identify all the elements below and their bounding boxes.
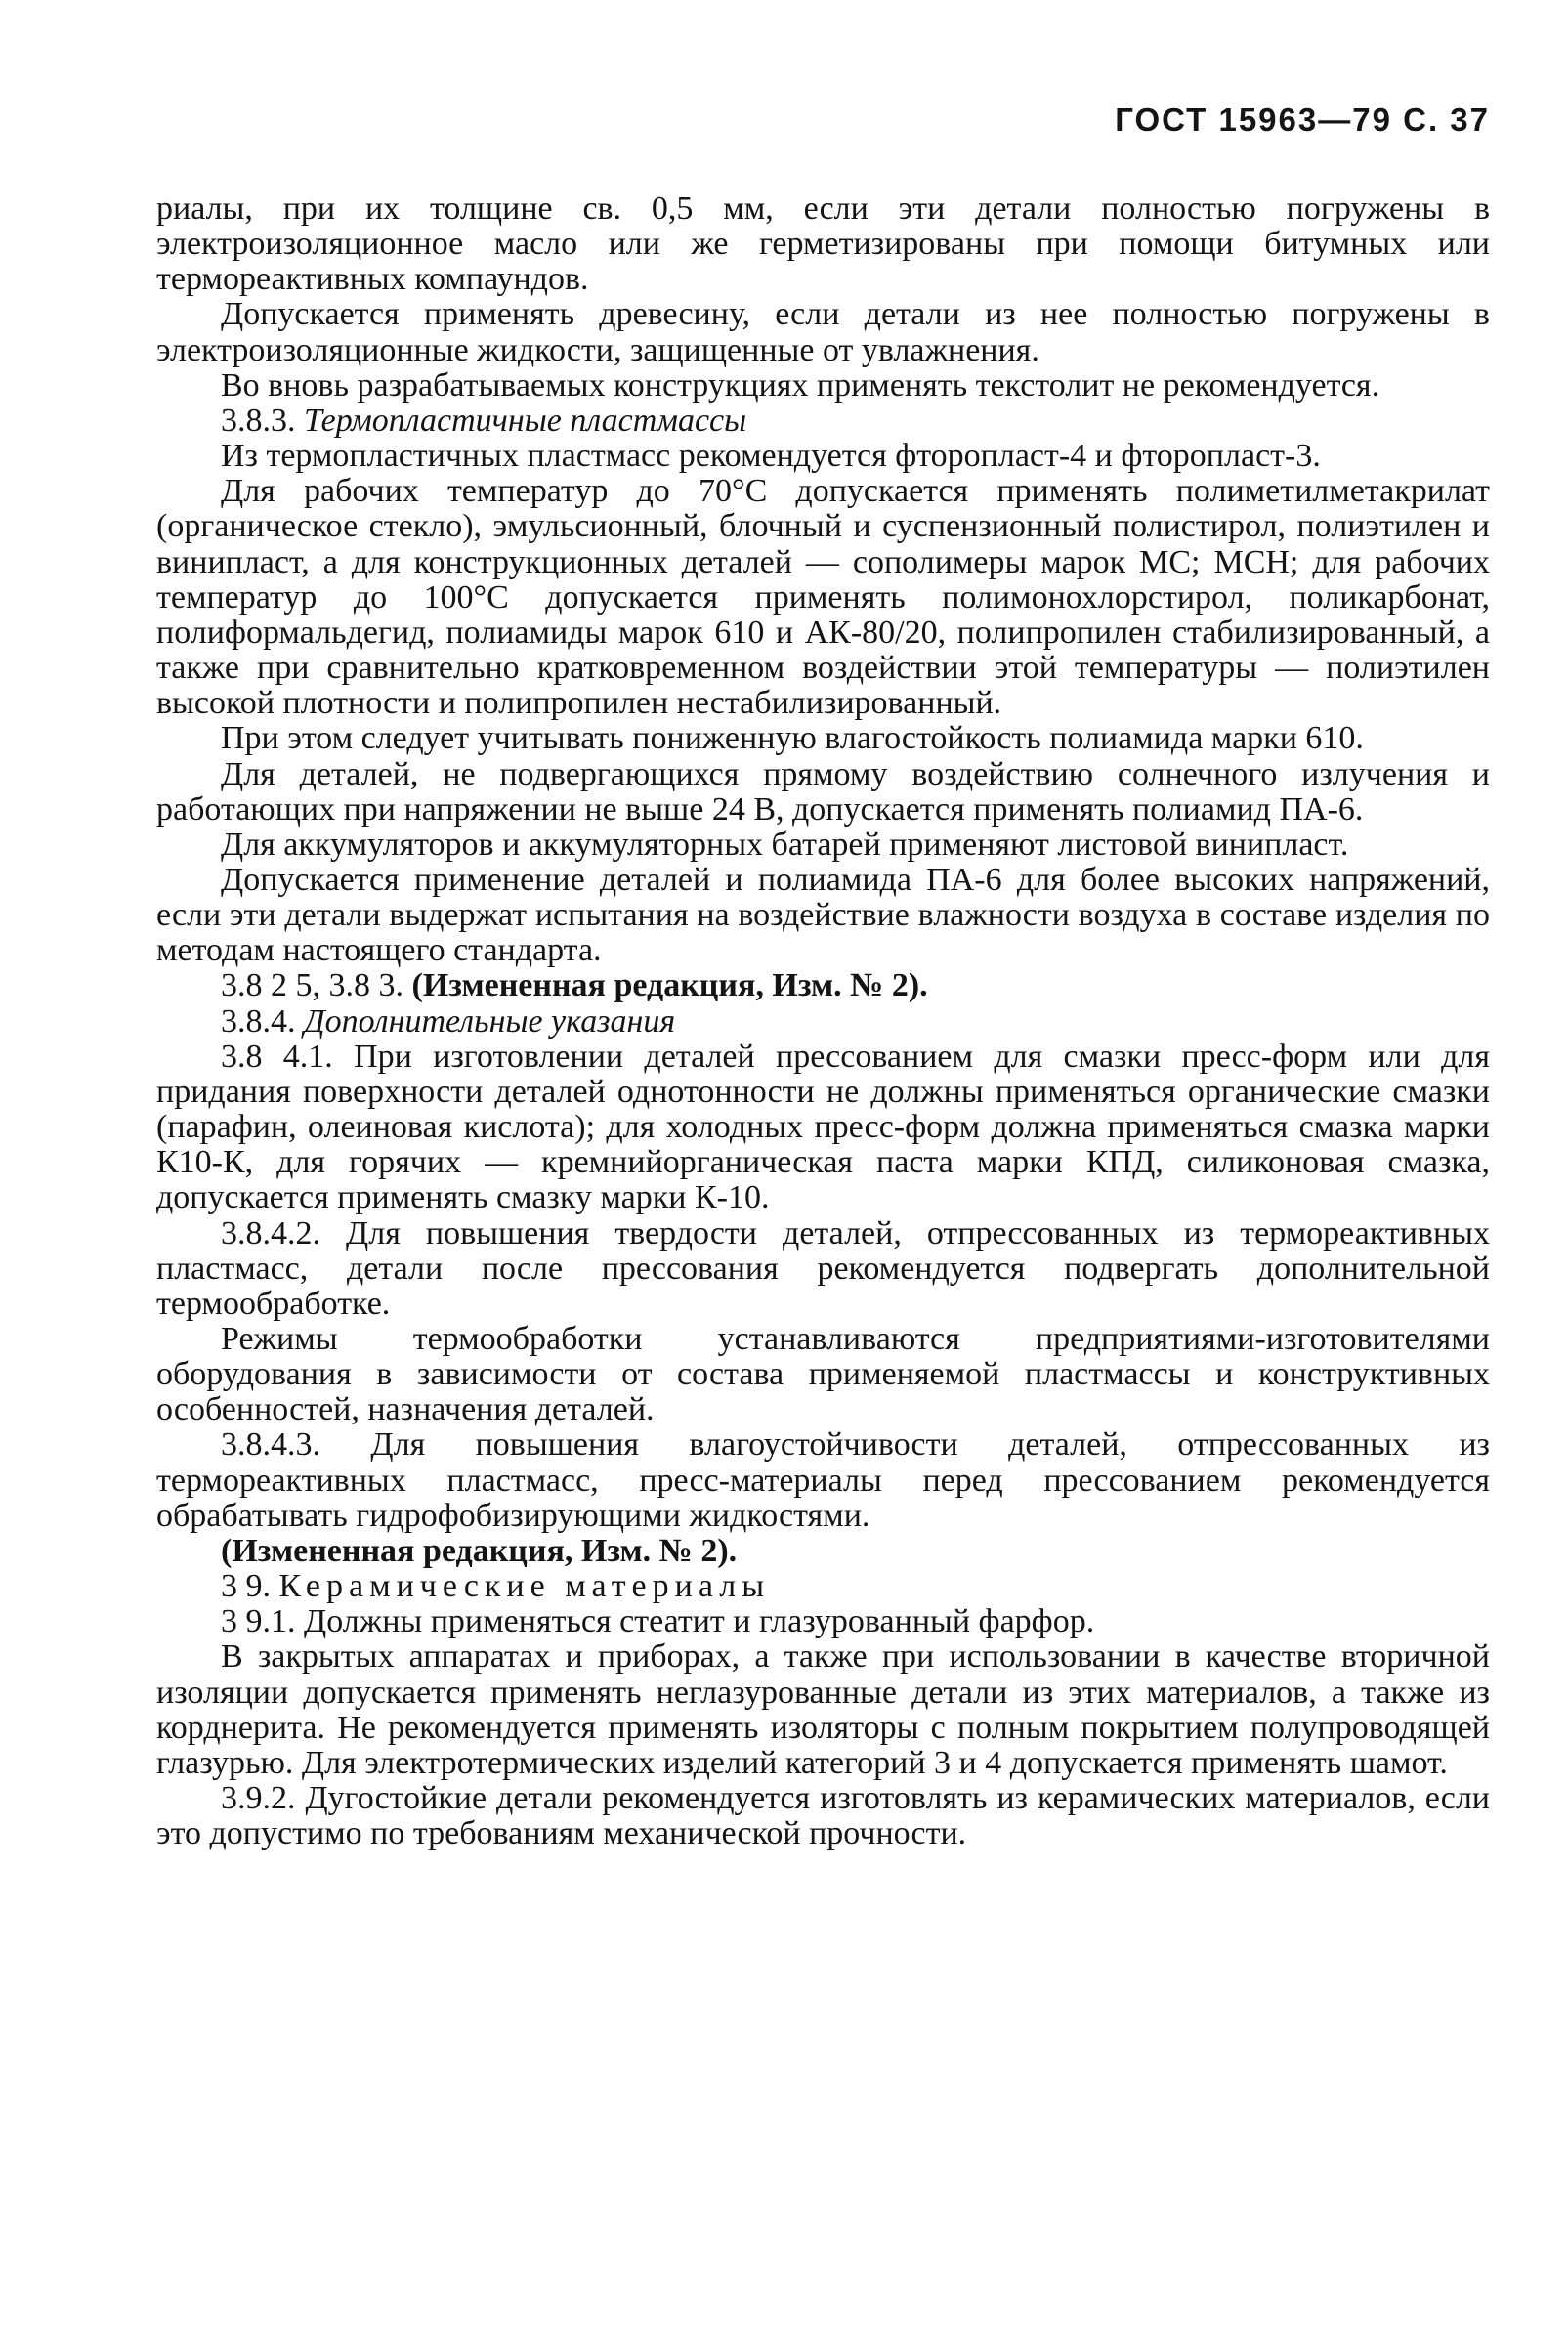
section-number: 3.8.4. <box>221 1002 296 1040</box>
paragraph-fluoroplastic: Из термопластичных пластмасс рекомендуется фторопласт-4 и фторопласт-3. <box>221 438 1321 475</box>
paragraph-wood: Допускается применять древесину, если детали из нее полностью погружены в электроизоляционные жидкости, защищенные от увлажнения. <box>156 296 1490 368</box>
section-heading-additional <box>156 1004 1490 1040</box>
paragraph-polyamide-610: При этом следует учитывать пониженную влагостойкость полиамида марки 610. <box>221 720 1364 757</box>
paragraph-higher-voltage: Допускается применение деталей и полиамида ПА-6 для более высоких напряжений, если эти детали выдержат испытания на воздействие влажности воздуха в составе изделия по методам настоящего стандарта. <box>156 861 1490 969</box>
amendment-refs: 3.8 2 5, 3.8 3. <box>221 967 403 1004</box>
paragraph-continuation: риалы, при их толщине св. 0,5 мм, если эти детали полностью погружены в электроизоляционное масло или же герметизированы при помощи битумных или термореактивных компаундов. <box>156 191 1490 298</box>
paragraph-temperatures: Для рабочих температур до 70°С допускается применять полиметилметакрилат (органическое стекло), эмульсионный, блочный и суспензионный полистирол, полиэтилен и винипласт, а для конструкционных деталей — сополимеры марок МС; МСН; для рабочих температур до 100°С допускается применять полимонохлорстирол, поликарбонат, полиформальдегид, полиамиды марок 610 и АК-80/20, полипропилен стабилизированный, а также при сравнительно кратковременном воздействии этой температуры — полиэтилен высокой плотности и полипропилен нестабилизированный. <box>156 473 1490 722</box>
paragraph-closed-apparatus: В закрытых аппаратах и приборах, а также при использовании в качестве вторичной изоляции допускается применять неглазурованные детали из этих материалов, а также из корднерита. Не рекомендуется применять изоляторы с полным покрытием полупроводящей глазурью. Для электротермических изделий категорий 3 и 4 допускается применять шамот. <box>156 1638 1490 1781</box>
section-number: 3.8.3. <box>221 402 296 439</box>
section-heading-thermoplastics <box>156 404 1490 439</box>
paragraph-accumulators: Для аккумуляторов и аккумуляторных батарей применяют листовой винипласт. <box>221 826 1349 863</box>
amendment-note-2: (Измененная редакция, Изм. № 2). <box>221 1532 738 1569</box>
paragraph-3-8-4-3: 3.8.4.3. Для повышения влагоустойчивости деталей, отпрессованных из термореактивных пластмасс, пресс-материалы перед прессованием рекомендуется обрабатывать гидрофобизирующими жидкостями. <box>156 1426 1490 1534</box>
amendment-text: (Измененная редакция, Изм. № 2). <box>411 967 928 1004</box>
paragraph-3-8-4-2: 3.8.4.2. Для повышения твердости деталей, отпрессованных из термореактивных пластмасс, детали после прессования рекомендуется подвергать дополнительной термообработке. <box>156 1214 1490 1322</box>
section-heading-ceramics <box>156 1569 1490 1604</box>
paragraph-heat-treatment: Режимы термообработки устанавливаются предприятиями-изготовителями оборудования в зависимости от состава применяемой пластмассы и конструктивных особенностей, назначения деталей. <box>156 1321 1490 1428</box>
section-title: Термопластичные пластмассы <box>304 402 747 439</box>
paragraph-3-9-1: 3 9.1. Должны применяться стеатит и глазурованный фарфор. <box>221 1603 1095 1640</box>
amendment-note <box>156 968 1490 1003</box>
page-header: ГОСТ 15963—79 С. 37 <box>1115 102 1490 138</box>
paragraph-textolite: Во вновь разрабатываемых конструкциях применять текстолит не рекомендуется. <box>221 366 1380 404</box>
paragraph-3-9-2: 3.9.2. Дугостойкие детали рекомендуется изготовлять из керамических материалов, если это допустимо по требованиям механической прочности. <box>156 1780 1490 1852</box>
paragraph-3-8-4-1: 3.8 4.1. При изготовлении деталей прессованием для смазки пресс-форм или для придания поверхности деталей однотонности не должны применяться органические смазки (парафин, олеиновая кислота); для холодных пресс-форм должна применяться смазка марки К10-К, для горячих — кремнийорганическая паста марки КПД, силиконовая смазка, допускается применять смазку марки К-10. <box>156 1038 1490 1216</box>
section-title: Дополнительные указания <box>304 1002 676 1040</box>
document-body <box>156 191 1490 1851</box>
section-number: 3 9. <box>221 1568 271 1605</box>
paragraph-polyamide-pa6: Для деталей, не подвергающихся прямому воздействию солнечного излучения и работающих при напряжении не выше 24 В, допускается применять полиамид ПА-6. <box>156 755 1490 828</box>
section-title: Керамические материалы <box>278 1568 771 1605</box>
